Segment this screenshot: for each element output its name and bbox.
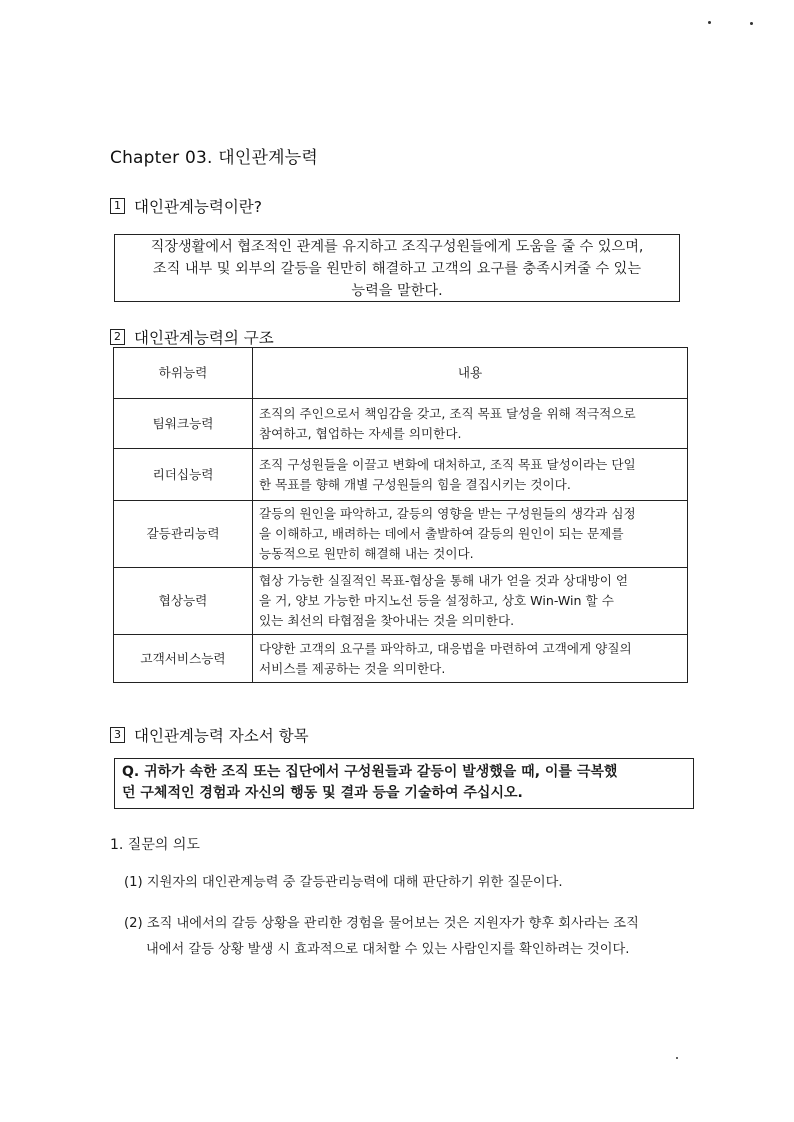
chapter-title: Chapter 03. 대인관계능력 [110,148,318,168]
scan-speck [676,1057,678,1059]
table-row [114,635,688,683]
description-line: 을 이해하고, 배려하는 데에서 출발하여 갈등의 원인이 되는 문제를 [259,526,624,541]
section-number-box: 2 [110,329,125,345]
table-row [114,568,688,635]
description-line: 한 목표를 향해 개별 구성원들의 힘을 결집시키는 것이다. [259,476,571,492]
intent-point-2 [124,911,694,963]
row-label: 고객서비스능력 [114,635,253,683]
table-row [114,501,688,568]
row-label: 협상능력 [114,568,253,635]
row-description [253,568,688,635]
definition-line: 직장생활에서 협조적인 관계를 유지하고 조직구성원들에게 도움을 줄 수 있으며, [150,239,644,255]
question-line: Q. 귀하가 속한 조직 또는 집단에서 구성원들과 갈등이 발생했을 때, 이를 극복했 [122,764,618,780]
row-description [253,501,688,568]
row-label: 팀워크능력 [114,399,253,449]
definition-line: 능력을 말한다. [351,283,443,299]
scan-speck [708,21,711,24]
scan-speck [750,22,753,25]
section-title: 대인관계능력 자소서 항목 [134,727,309,745]
section-title: 대인관계능력이란? [134,198,263,216]
row-description [253,635,688,683]
section-number-box: 3 [110,727,125,743]
section-1-heading [110,195,262,217]
row-label: 리더십능력 [114,449,253,501]
paragraph-line: (2) 조직 내에서의 갈등 상황을 관리한 경험을 물어보는 것은 지원자가 향후 회사라는 조직 [124,916,639,931]
description-line: 다양한 고객의 요구를 파악하고, 대응법을 마련하여 고객에게 양질의 [259,640,632,656]
description-line: 조직의 주인으로서 책임감을 갖고, 조직 목표 달성을 위해 적극적으로 [259,405,636,421]
intent-heading: 1. 질문의 의도 [110,837,200,853]
description-line: 능동적으로 원만히 해결해 내는 것이다. [259,546,474,561]
row-description [253,399,688,449]
row-description [253,449,688,501]
definition-box [114,234,680,302]
question-box [114,758,694,809]
description-line: 협상 가능한 실질적인 목표-협상을 통해 내가 얻을 것과 상대방이 얻 [259,573,629,588]
description-line: 서비스를 제공하는 것을 의미한다. [259,660,446,676]
column-header: 하위능력 [114,348,253,399]
paragraph-line: 내에서 갈등 상황 발생 시 효과적으로 대처할 수 있는 사람인지를 확인하려는 것이다. [146,942,630,957]
column-header: 내용 [253,348,688,399]
table-header-row [114,348,688,399]
question-line: 던 구체적인 경험과 자신의 행동 및 결과 등을 기술하여 주십시오. [122,785,523,801]
structure-table [113,347,688,683]
section-2-heading [110,326,274,348]
description-line: 을 거, 양보 가능한 마지노선 등을 설정하고, 상호 Win-Win 할 수 [259,593,614,608]
paragraph-line: (1) 지원자의 대인관계능력 중 갈등관리능력에 대해 판단하기 위한 질문이다. [124,875,563,890]
table-row [114,399,688,449]
description-line: 조직 구성원들을 이끌고 변화에 대처하고, 조직 목표 달성이라는 단일 [259,456,636,472]
table-row [114,449,688,501]
intent-point-1 [124,870,694,896]
description-line: 갈등의 원인을 파악하고, 갈등의 영향을 받는 구성원들의 생각과 심정 [259,506,636,521]
description-line: 있는 최선의 타협점을 찾아내는 것을 의미한다. [259,613,515,628]
row-label: 갈등관리능력 [114,501,253,568]
section-3-heading [110,724,309,746]
description-line: 참여하고, 협업하는 자세를 의미한다. [259,425,462,441]
definition-line: 조직 내부 및 외부의 갈등을 원만히 해결하고 고객의 요구를 충족시켜줄 수 있는 [152,261,642,277]
section-title: 대인관계능력의 구조 [134,329,274,347]
section-number-box: 1 [110,198,125,214]
